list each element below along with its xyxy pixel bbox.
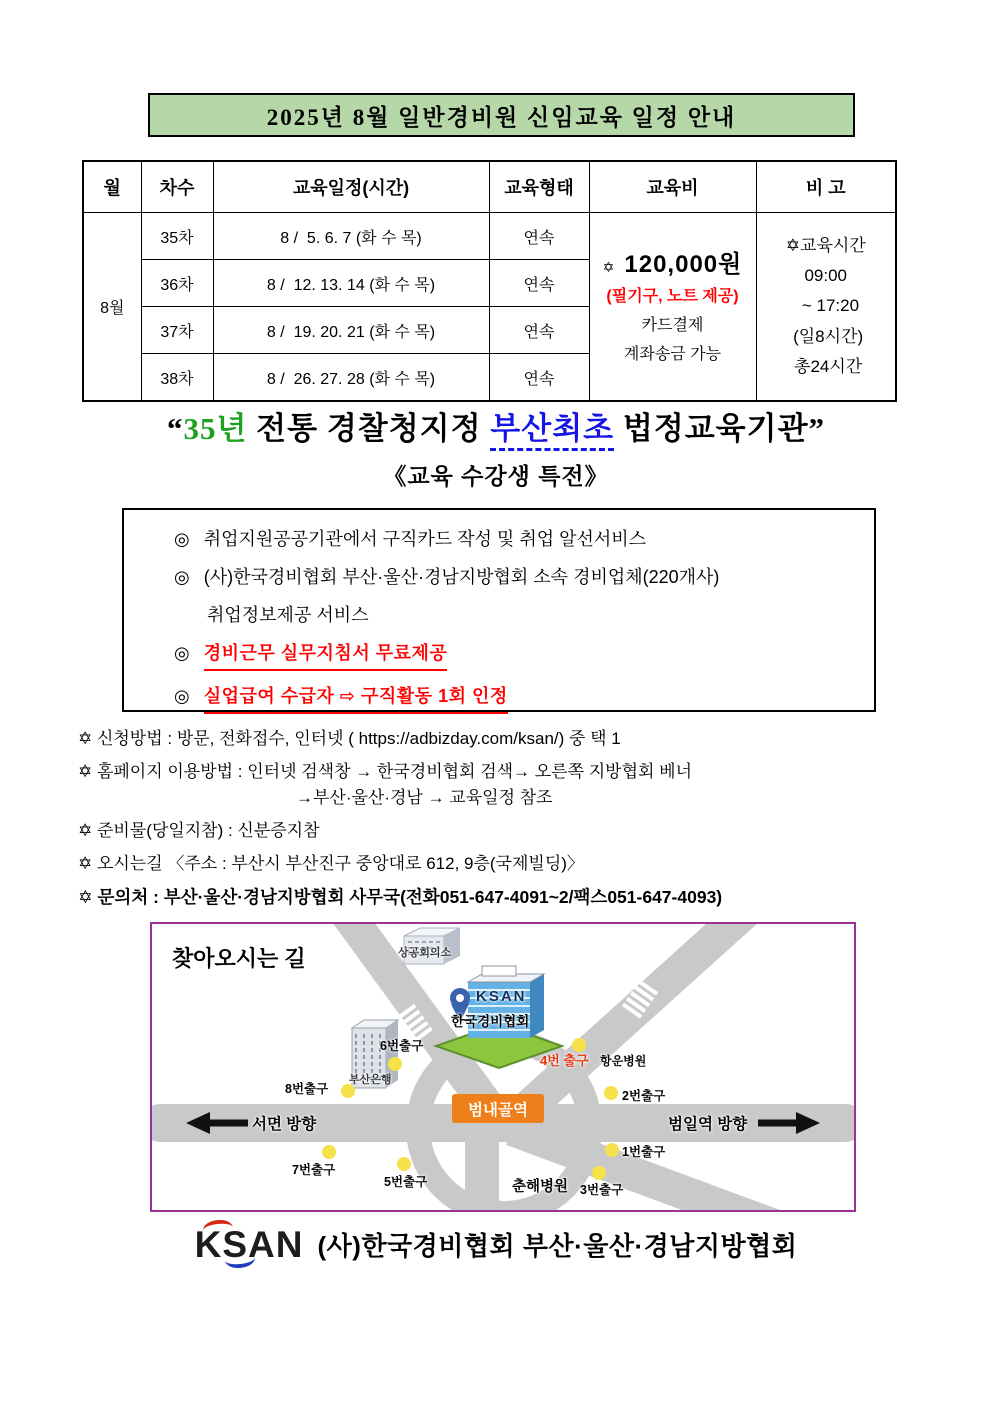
slogan-close-quote: ” bbox=[808, 411, 826, 446]
ksan-logo-label: KSAN bbox=[476, 988, 527, 1005]
map-title: 찾아오시는 길 bbox=[172, 946, 306, 971]
benefit-item bbox=[174, 683, 874, 714]
ksan-building-label: 한국경비협회 bbox=[451, 1014, 530, 1029]
benefit-item bbox=[174, 564, 874, 590]
col-header-session: 차수 bbox=[141, 161, 213, 213]
star-icon: ✡ bbox=[602, 258, 615, 275]
info-line-homepage-cont: →부산·울산·경남 → 교육일정 참조 bbox=[296, 788, 553, 807]
remarks-line: 총24시간 bbox=[789, 356, 863, 376]
directions-map bbox=[150, 922, 856, 1212]
type-cell: 연속 bbox=[489, 213, 589, 260]
ksan-logo bbox=[195, 1226, 304, 1263]
benefit-text-continued: 취업정보제공 서비스 bbox=[207, 605, 369, 625]
exit4-label: 4번 출구 bbox=[540, 1053, 589, 1068]
title-banner bbox=[148, 93, 855, 137]
fee-pay-transfer: 계좌송금 가능 bbox=[623, 345, 722, 363]
circle-bullet-icon: ◎ bbox=[174, 686, 190, 706]
station-badge: 범내골역 bbox=[452, 1094, 544, 1123]
month-cell: 8월 bbox=[83, 213, 141, 402]
col-header-type: 교육형태 bbox=[489, 161, 589, 213]
info-line-apply: ✡ 신청방법 : 방문, 전화접수, 인터넷 ( https://adbizday.com/ksan/) 중 택 1 bbox=[78, 729, 621, 748]
direction-right-label: 범일역 방향 bbox=[668, 1116, 748, 1133]
exit2-label: 2번출구 bbox=[622, 1089, 666, 1103]
direction-left-label: 서면 방향 bbox=[252, 1116, 317, 1133]
bank-building-label: 부산은행 bbox=[349, 1074, 392, 1086]
info-line-contact: ✡ 문의처 : 부산·울산·경남지방협회 사무국(전화051-647-4091~2/팩스051-647-4093) bbox=[78, 887, 723, 907]
benefit-item bbox=[174, 526, 874, 552]
exit6-dot bbox=[388, 1057, 402, 1071]
benefit-text-highlight: 경비근무 실무지침서 무료제공 bbox=[204, 640, 448, 671]
table-header-row bbox=[83, 161, 896, 213]
fee-amount-line bbox=[590, 244, 756, 279]
fee-cell bbox=[589, 213, 756, 402]
session-cell: 38차 bbox=[141, 354, 213, 402]
schedule-cell: 8 / 26. 27. 28 (화 수 목) bbox=[213, 354, 489, 402]
col-header-schedule: 교육일정(시간) bbox=[213, 161, 489, 213]
ksan-logo-text: KSAN bbox=[194, 1224, 304, 1265]
schedule-cell: 8 / 5. 6. 7 (화 수 목) bbox=[213, 213, 489, 260]
circle-bullet-icon: ◎ bbox=[174, 529, 190, 549]
exit3-label: 3번출구 bbox=[580, 1183, 624, 1197]
circle-bullet-icon: ◎ bbox=[174, 567, 190, 587]
exit3-dot bbox=[592, 1166, 606, 1180]
schedule-cell: 8 / 19. 20. 21 (화 수 목) bbox=[213, 307, 489, 354]
chamber-building-label: 상공회의소 bbox=[398, 947, 452, 959]
info-section bbox=[78, 727, 928, 918]
benefit-text: (사)한국경비협회 부산·울산·경남지방협회 소속 경비업체(220개사) bbox=[203, 567, 720, 587]
col-header-fee: 교육비 bbox=[589, 161, 756, 213]
remarks-line: ~ 17:20 bbox=[792, 296, 860, 316]
info-line-homepage: ✡ 홈페이지 이용방법 : 인터넷 검색창 → 한국경비협회 검색→ 오른쪽 지방협회 베너 bbox=[78, 762, 693, 781]
benefit-item bbox=[174, 640, 874, 671]
col-header-remarks: 비 고 bbox=[756, 161, 896, 213]
schedule-table bbox=[82, 160, 897, 402]
session-cell: 36차 bbox=[141, 260, 213, 307]
exit2-dot bbox=[604, 1086, 618, 1100]
slogan-open-quote: “ bbox=[166, 411, 184, 446]
session-cell: 35차 bbox=[141, 213, 213, 260]
exit8-label: 8번출구 bbox=[285, 1082, 329, 1096]
circle-bullet-icon: ◎ bbox=[174, 643, 190, 663]
remarks-line: 09:00 bbox=[804, 266, 848, 286]
benefits-subtitle: 《교육 수강생 특전》 bbox=[383, 463, 609, 489]
slogan-mid1: 전통 경찰청지정 bbox=[247, 411, 491, 446]
type-cell: 연속 bbox=[489, 354, 589, 402]
exit5-dot bbox=[397, 1157, 411, 1171]
slogan-mid2: 법정교육기관 bbox=[614, 411, 809, 446]
exit7-dot bbox=[322, 1145, 336, 1159]
info-line-address: ✡ 오시는길 〈주소 : 부산시 부산진구 중앙대로 612, 9층(국제빌딩)〉 bbox=[78, 854, 584, 873]
schedule-cell: 8 / 12. 13. 14 (화 수 목) bbox=[213, 260, 489, 307]
slogan bbox=[0, 403, 992, 448]
footer-org-name: (사)한국경비협회 부산·울산·경남지방협회 bbox=[317, 1231, 798, 1261]
type-cell: 연속 bbox=[489, 260, 589, 307]
chunhae-hospital-label: 춘해병원 bbox=[512, 1179, 569, 1195]
slogan-highlight: 부산최초 bbox=[490, 411, 614, 451]
benefits-box bbox=[122, 508, 876, 712]
page-title: 2025년 8월 일반경비원 신임교육 일정 안내 bbox=[266, 104, 737, 130]
type-cell: 연속 bbox=[489, 307, 589, 354]
fee-amount: 120,000원 bbox=[624, 250, 743, 278]
exit7-label: 7번출구 bbox=[292, 1163, 336, 1177]
hangun-hospital-label: 항운병원 bbox=[600, 1054, 647, 1068]
fee-pay-card: 카드결제 bbox=[641, 316, 704, 334]
info-line-materials: ✡ 준비물(당일지참) : 신분증지참 bbox=[78, 821, 320, 840]
benefit-text: 취업지원공공기관에서 구직카드 작성 및 취업 알선서비스 bbox=[203, 529, 647, 549]
remarks-line: ✡교육시간 bbox=[785, 235, 866, 255]
remarks-line: (일8시간) bbox=[788, 326, 864, 346]
exit1-dot bbox=[605, 1143, 619, 1157]
col-header-month: 월 bbox=[83, 161, 141, 213]
session-cell: 37차 bbox=[141, 307, 213, 354]
benefit-text-highlight: 실업급여 수급자 ⇨ 구직활동 1회 인정 bbox=[204, 683, 508, 714]
remarks-cell bbox=[756, 213, 896, 402]
table-row bbox=[83, 213, 896, 260]
exit1-label: 1번출구 bbox=[622, 1145, 666, 1159]
exit5-label: 5번출구 bbox=[384, 1175, 428, 1189]
slogan-years: 35년 bbox=[183, 411, 248, 446]
fee-supply-note: (필기구, 노트 제공) bbox=[606, 287, 739, 305]
footer bbox=[0, 1226, 992, 1263]
exit6-label: 6번출구 bbox=[380, 1039, 424, 1053]
